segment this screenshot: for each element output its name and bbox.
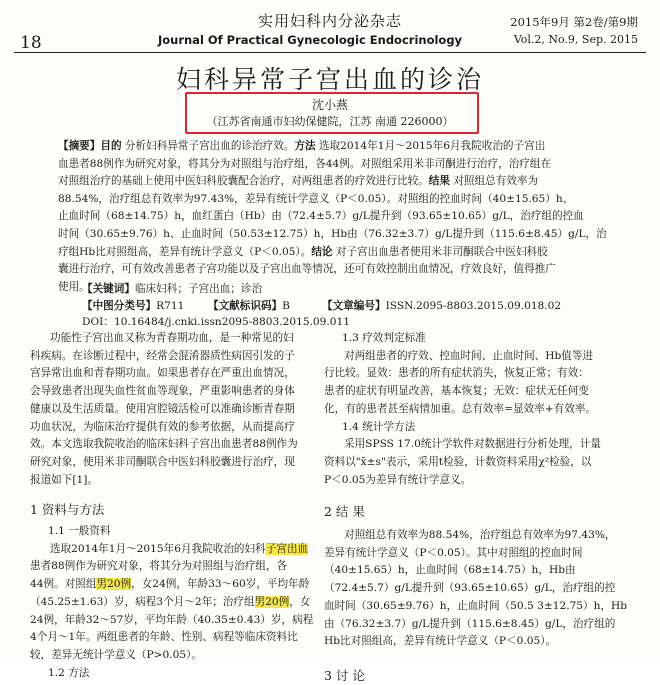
clc-row bbox=[82, 298, 184, 313]
abstract-text: 对子宫出血患者使用米非司酮联合中医妇科胶 bbox=[332, 245, 548, 258]
abstract-text: 选取2014年1月～2015年6月我院收治的子宫出 bbox=[315, 140, 546, 152]
abstract-text: 疗组Hb比对照组高，差异有统计学意义（P＜0.05）。 bbox=[58, 245, 312, 258]
abstract-text: 血患者88例作为研究对象，将其分为对照组与治疗组，各44例。对照组采用米非司酮进行治疗，治疗组在 bbox=[58, 157, 552, 170]
keywords-label: 【关键词】 bbox=[82, 283, 135, 295]
abstract-method-label: 方法 bbox=[294, 140, 316, 152]
doc-code-label: 【文献标识码】 bbox=[208, 300, 283, 312]
body-line: 患者88例作为研究对象，将其分为对照组与治疗组，各 bbox=[30, 560, 288, 573]
header-rule bbox=[14, 52, 646, 53]
body-line: 功能性子宫出血又称为青春期功血，是一种常见的妇 bbox=[50, 332, 294, 344]
abstract bbox=[58, 138, 607, 296]
body-line bbox=[30, 541, 315, 559]
abstract-text: 对照组总有效率为 bbox=[449, 175, 539, 188]
abstract-line bbox=[58, 191, 602, 209]
abstract-text: 88.54%，治疗组总有效率为97.43%，差异有统计学意义（P＜0.05）。对照组的控血时间（40±15.65）h、 bbox=[58, 192, 574, 205]
body-line: 化，有的患者甚至病情加重。总有效率=显效率+有效率。 bbox=[324, 402, 597, 415]
body-text: ，女 bbox=[289, 595, 311, 608]
abstract-text: 止血时间（68±14.75）h，血红蛋白（Hb）由（72.4±5.7）g/L提升到（93.65±10.65）g/L，治疗组的控血 bbox=[58, 210, 584, 223]
body-line: 血时间（30.65±9.76）h，止血时间（50.5 3±12.75）h，Hb bbox=[324, 599, 628, 612]
body-line: P＜0.05为差异有统计学意义。 bbox=[324, 473, 472, 486]
body-line: 采用SPSS 17.0统计学软件对数据进行分析处理，计量 bbox=[344, 438, 601, 451]
abstract-conclusion-label: 结论 bbox=[311, 245, 333, 258]
keywords: 临床妇科；子宫出血；诊治 bbox=[134, 283, 263, 295]
doc-code-value: B bbox=[282, 300, 290, 312]
body-line: 对两组患者的疗效、控血时间、止血时间、Hb值等进 bbox=[344, 349, 594, 362]
body-line: 科疾病。在诊断过程中，经常会混淆器质性病因引发的子 bbox=[30, 349, 295, 362]
body-line: 健康以及生活质量。使用宫腔镜活检可以准确诊断青春期 bbox=[30, 402, 295, 415]
issue-date-cn: 2015年9月 第2卷/第9期 bbox=[510, 15, 638, 29]
body-line: 4个月～1年。两组患者的年龄、性别、病程等临床资料比 bbox=[30, 631, 298, 644]
highlighted-text: 男20例 bbox=[96, 578, 132, 591]
abstract-line bbox=[58, 244, 602, 262]
abstract-label: 【摘要】目的 bbox=[58, 140, 122, 152]
clc-label: 【中图分类号】 bbox=[82, 300, 157, 312]
clc-value: R711 bbox=[156, 300, 185, 312]
left-column bbox=[30, 330, 315, 682]
page-number: 18 bbox=[20, 33, 42, 53]
author-name: 沈小燕 bbox=[311, 98, 348, 112]
journal-title-en: Journal Of Practical Gynecologic Endocrinology bbox=[157, 33, 463, 47]
body-line bbox=[30, 594, 315, 612]
subsection-heading: 1.4 统计学方法 bbox=[342, 420, 416, 433]
section-heading: 2 结 果 bbox=[324, 504, 365, 520]
body-text: 44例。对照组 bbox=[30, 578, 97, 591]
abstract-line bbox=[58, 226, 607, 244]
article-title: 妇科异常子宫出血的诊治 bbox=[175, 65, 484, 94]
body-line: （40±15.65）h，止血时间（68±14.75）h，Hb由 bbox=[324, 564, 576, 577]
body-line: 报道如下[1]。 bbox=[30, 473, 98, 486]
highlighted-text: 男20例 bbox=[254, 595, 290, 608]
abstract-line bbox=[58, 261, 602, 279]
abstract-text: 使用。 bbox=[58, 280, 90, 293]
body-line: 由（76.32±3.7）g/L提升到（115.6±8.45）g/L，治疗组的 bbox=[324, 617, 616, 630]
article-no-value: ISSN.2095-8803.2015.09.018.02 bbox=[385, 300, 562, 312]
keywords-row bbox=[82, 281, 262, 296]
article-no-row bbox=[322, 298, 561, 313]
section-heading: 3 讨 论 bbox=[324, 667, 365, 683]
subsection-heading: 1.2 方法 bbox=[48, 666, 90, 679]
abstract-line bbox=[58, 208, 602, 226]
doc-code-row bbox=[208, 298, 290, 313]
highlighted-text: 子宫出血 bbox=[265, 542, 309, 555]
body-line: （72.4±5.7）g/L提升到（93.65±10.65）g/L，治疗组的控 bbox=[324, 582, 616, 595]
abstract-text: 对照组治疗的基础上使用中医妇科胶囊配合治疗，对两组患者的疗效进行比较。 bbox=[58, 175, 429, 188]
abstract-text: 分析妇科异常子宫出血的诊治疗效。 bbox=[121, 140, 295, 152]
body-line: 功血状况，为临床治疗提供有效的参考依据，从而提高疗 bbox=[30, 420, 295, 433]
body-text: （45.25±1.63）岁，病程3个月～2年；治疗组 bbox=[30, 595, 255, 608]
abstract-text: 时间（30.65±9.76）h、止血时间（50.53±12.75）h，Hb由（76.32±3.7）g/L提升到（115.6±8.45）g/L，治 bbox=[58, 227, 607, 240]
body-text: 选取2014年1月～2015年6月我院收治的妇科 bbox=[50, 542, 266, 555]
body-line: 资料以"x̄±s"表示，采用t检验，计数资料采用χ²检验，以 bbox=[324, 455, 592, 468]
issue-volume-en: Vol.2, No.9, Sep. 2015 bbox=[513, 33, 638, 46]
body-line: 对照组总有效率为88.54%，治疗组总有效率为97.43%， bbox=[344, 529, 616, 542]
section-heading: 1 资料与方法 bbox=[30, 502, 105, 518]
subsection-heading: 1.3 疗效判定标准 bbox=[342, 332, 426, 344]
doi: DOI：10.16484/j.cnki.issn2095-8803.2015.09.011 bbox=[82, 316, 351, 328]
body-text: ，女24例，年龄33～60岁，平均年龄 bbox=[131, 578, 310, 591]
body-line bbox=[30, 576, 315, 594]
body-line: 研究对象，使用米非司酮联合中医妇科胶囊进行治疗，现 bbox=[30, 455, 295, 468]
abstract-line bbox=[58, 173, 602, 191]
abstract-line bbox=[58, 156, 602, 174]
body-line: Hb比对照组高，差异有统计学意义（P＜0.05）。 bbox=[324, 635, 557, 648]
body-line: 会导致患者出现失血性贫血等现象，严重影响患者的身体 bbox=[30, 385, 295, 398]
abstract-result-label: 结果 bbox=[428, 175, 450, 188]
abstract-text: 囊进行治疗，可有效改善患者子宫功能以及子宫出血等情况，还可有效控制出血情况，疗效良好，值得推广 bbox=[58, 263, 556, 276]
article-no-label: 【文章编号】 bbox=[322, 300, 386, 312]
abstract-line bbox=[58, 138, 602, 156]
author-affiliation: （江苏省南通市妇幼保健院，江苏 南通 226000） bbox=[206, 115, 454, 128]
body-line: 差异有统计学意义（P＜0.05）。其中对照组的控血时间 bbox=[324, 546, 583, 559]
body-line: 患者的症状有明显改善，基本恢复；无效：症状无任何变 bbox=[324, 385, 589, 398]
body-line: 较，差异无统计学意义（P>0.05）。 bbox=[30, 648, 203, 661]
body-line: 行比较。显效：患者的所有症状消失，恢复正常；有效： bbox=[324, 367, 589, 380]
journal-title-cn: 实用妇科内分泌杂志 bbox=[257, 12, 402, 30]
subsection-heading: 1.1 一般资料 bbox=[48, 525, 111, 538]
body-line: 效。本文选取我院收治的临床妇科子宫出血患者88例作为 bbox=[30, 438, 298, 451]
body-line: 宫异常出血和青春期功血。如果患者存在严重出血情况， bbox=[30, 367, 295, 380]
right-column bbox=[324, 330, 628, 685]
body-line: 24例，年龄32～57岁，平均年龄（40.35±0.43）岁，病程 bbox=[30, 613, 314, 626]
